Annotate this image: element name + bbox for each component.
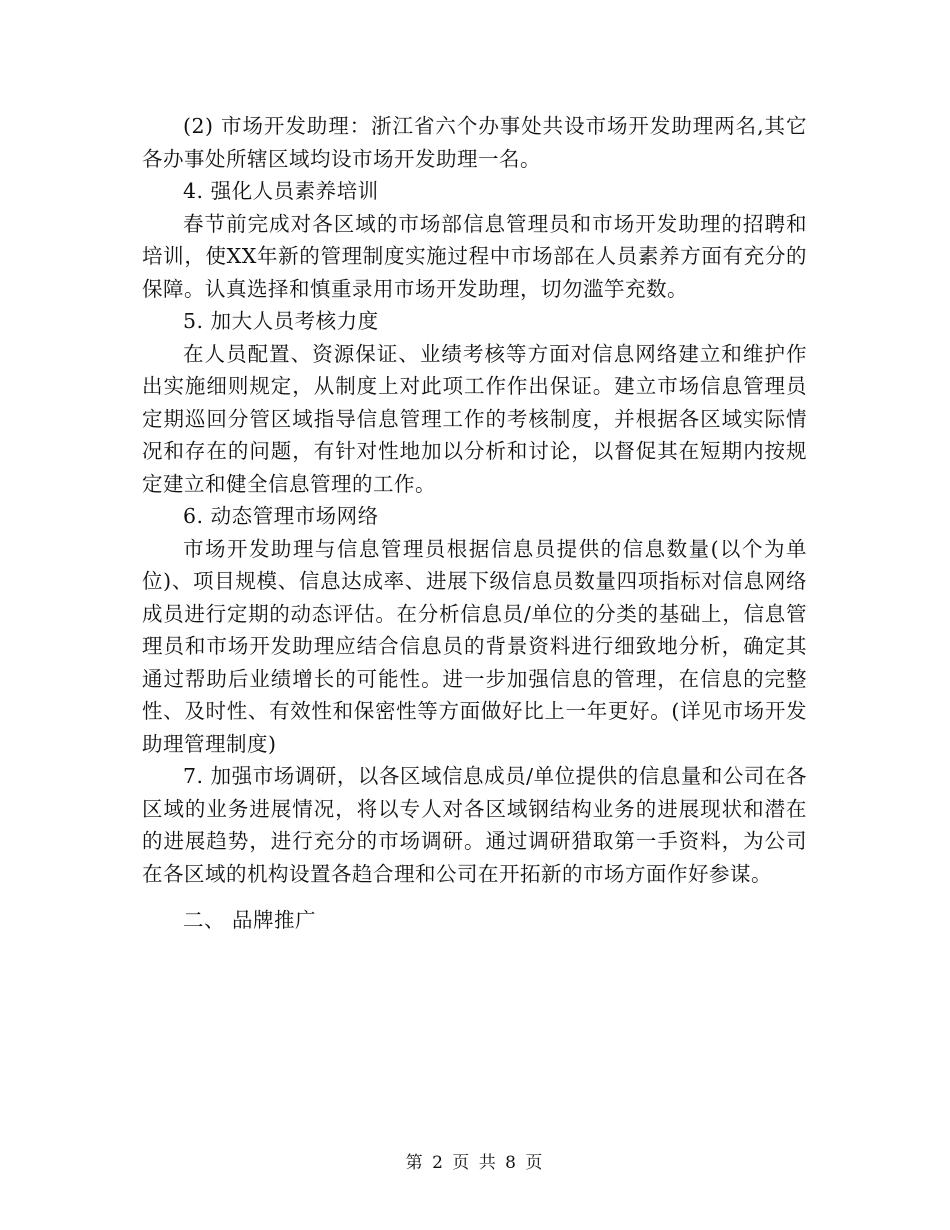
heading-dynamic-management: 6. 动态管理市场网络 [183, 504, 379, 528]
document-body [142, 110, 807, 937]
paragraph-market-assistant: (2) 市场开发助理：浙江省六个办事处共设市场开发助理两名,其它各办事处所辖区域均设市场开发助理一名。 [142, 114, 807, 171]
paragraph-training: 春节前完成对各区域的市场部信息管理员和市场开发助理的招聘和培训，使XX年新的管理制度实施过程中市场部在人员素养方面有充分的保障。认真选择和慎重录用市场开发助理，切勿滥竽充数。 [142, 211, 807, 301]
paragraph-assessment: 在人员配置、资源保证、业绩考核等方面对信息网络建立和维护作出实施细则规定，从制度上对此项工作作出保证。建立市场信息管理员定期巡回分管区域指导信息管理工作的考核制度，并根据各区域实际情况和存在的问题，有针对性地加以分析和讨论，以督促其在短期内按规定建立和健全信息管理的工作。 [142, 341, 807, 496]
page-number-footer: 第 2 页 共 8 页 [405, 1153, 545, 1173]
heading-training: 4. 强化人员素养培训 [183, 179, 379, 203]
paragraph-market-research: 7. 加强市场调研，以各区域信息成员/单位提供的信息量和公司在各区域的业务进展情况，将以专人对各区域钢结构业务的进展现状和潜在的进展趋势，进行充分的市场调研。通过调研猎取第一手资料，为公司在各区域的机构设置各趋合理和公司在开拓新的市场方面作好参谋。 [142, 764, 807, 886]
section-heading-brand-promotion: 二、 品牌推广 [183, 908, 317, 932]
paragraph-dynamic-management: 市场开发助理与信息管理员根据信息员提供的信息数量(以个为单位)、项目规模、信息达成率、进展下级信息员数量四项指标对信息网络成员进行定期的动态评估。在分析信息员/单位的分类的基础上，信息管理员和市场开发助理应结合信息员的背景资料进行细致地分析，确定其通过帮助后业绩增长的可能性。进一步加强信息的管理，在信息的完整性、及时性、有效性和保密性等方面做好比上一年更好。(详见市场开发助理管理制度) [142, 536, 807, 756]
heading-assessment: 5. 加大人员考核力度 [183, 309, 379, 333]
